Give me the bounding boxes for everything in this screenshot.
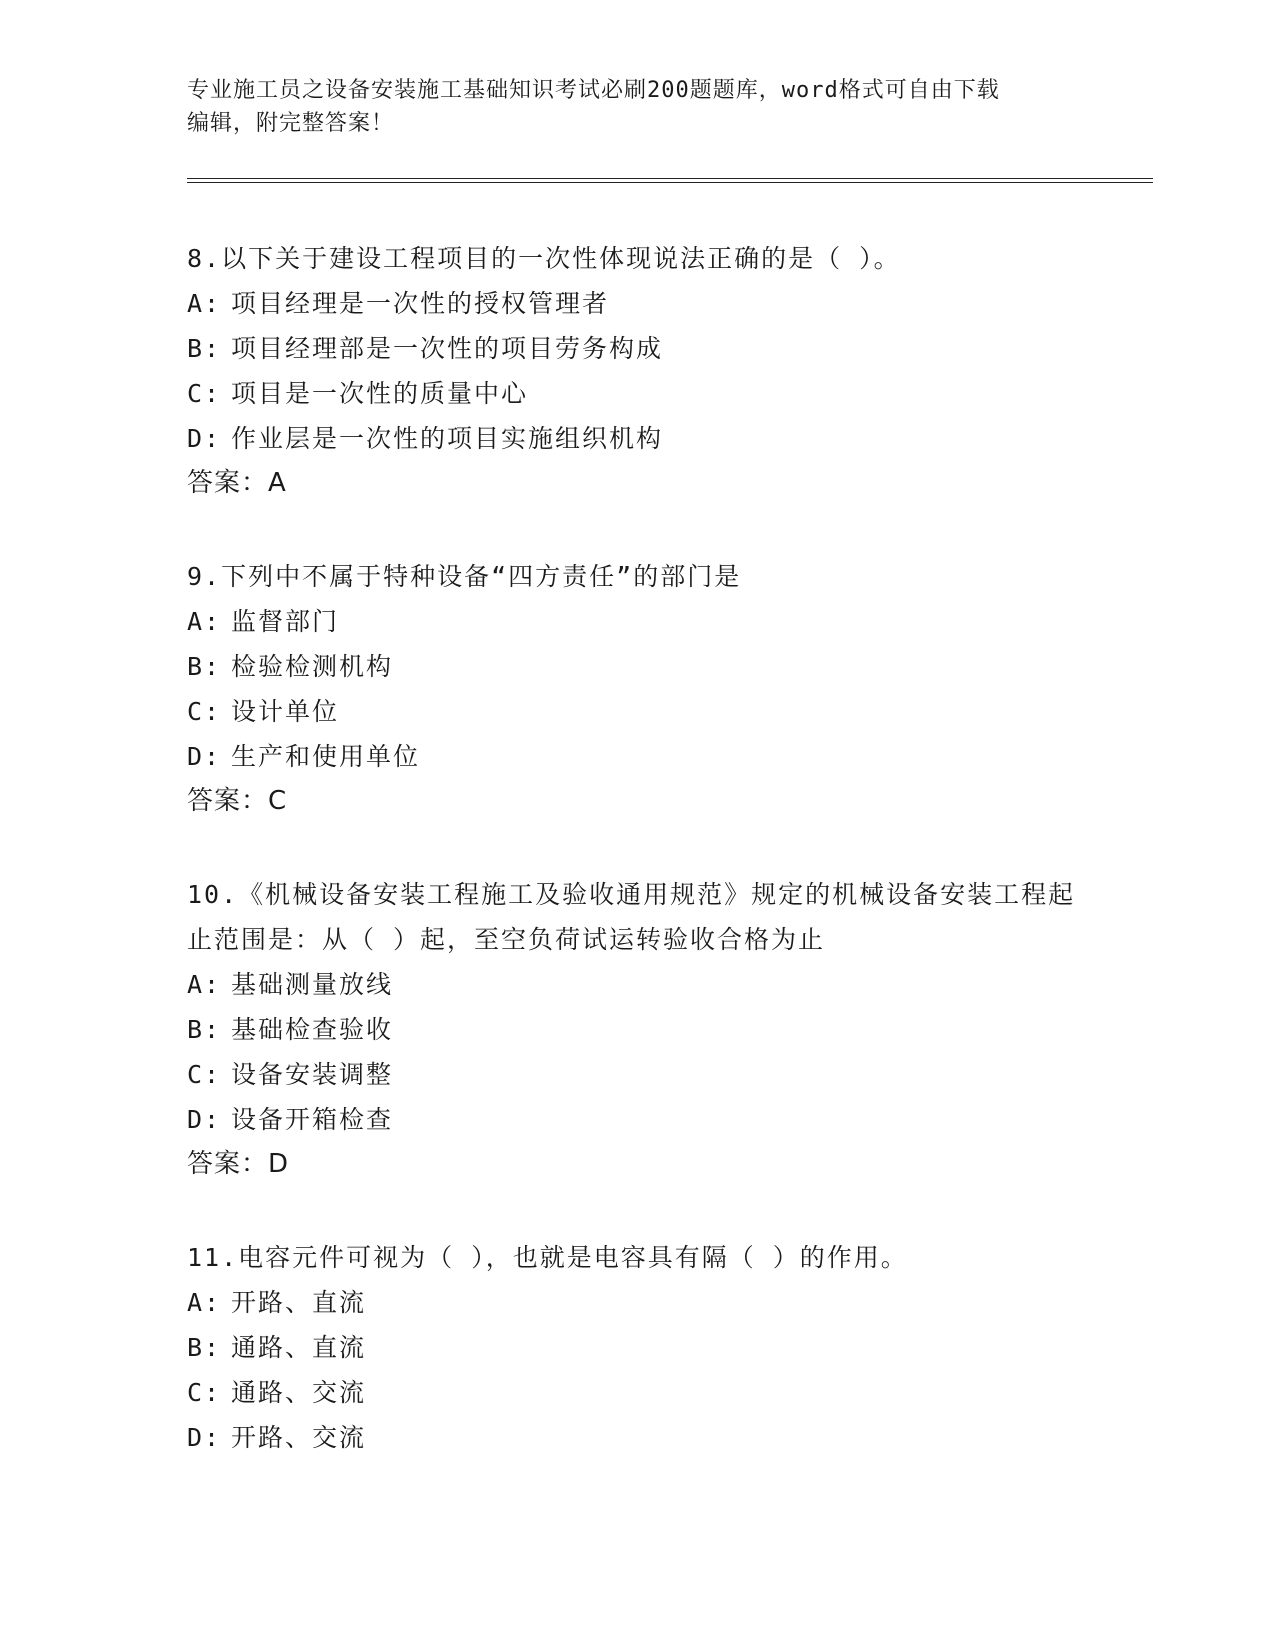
option-letter: D: [187, 742, 222, 771]
question-option [187, 281, 1087, 326]
header-line-2: 编辑，附完整答案！ [187, 111, 395, 136]
option-letter: D: [187, 424, 222, 453]
question-item [187, 554, 1087, 824]
question-option [187, 1325, 1087, 1370]
question-answer: 答案：D [187, 1149, 290, 1179]
question-option [187, 644, 1087, 689]
option-text: 作业层是一次性的项目实施组织机构 [231, 424, 664, 453]
question-option [187, 1097, 1087, 1142]
option-letter: B: [187, 652, 222, 681]
question-option [187, 1415, 1087, 1460]
option-letter: B: [187, 334, 222, 363]
question-option [187, 371, 1087, 416]
option-letter: B: [187, 1333, 222, 1362]
option-text: 生产和使用单位 [231, 742, 421, 771]
header-divider [187, 178, 1153, 183]
option-letter: A: [187, 607, 222, 636]
option-letter: A: [187, 1288, 222, 1317]
option-letter: D: [187, 1105, 222, 1134]
question-stem: 10.《机械设备安装工程施工及验收通用规范》规定的机械设备安装工程起止范围是：从（ ）起，至空负荷试运转验收合格为止 [187, 880, 1076, 954]
option-text: 基础测量放线 [231, 970, 394, 999]
option-text: 监督部门 [231, 607, 340, 636]
option-text: 基础检查验收 [231, 1015, 394, 1044]
option-letter: C: [187, 1060, 222, 1089]
option-text: 项目经理是一次性的授权管理者 [231, 289, 610, 318]
option-letter: C: [187, 379, 222, 408]
option-text: 项目是一次性的质量中心 [231, 379, 529, 408]
option-text: 开路、交流 [231, 1423, 367, 1452]
option-letter: B: [187, 1015, 222, 1044]
option-text: 检验检测机构 [231, 652, 394, 681]
option-text: 设备开箱检查 [231, 1105, 394, 1134]
question-option [187, 962, 1087, 1007]
question-stem: 8.以下关于建设工程项目的一次性体现说法正确的是（ ）。 [187, 244, 901, 273]
question-answer: 答案：C [187, 786, 288, 816]
question-item [187, 236, 1087, 506]
document-header [187, 74, 1067, 140]
question-option [187, 1052, 1087, 1097]
option-text: 项目经理部是一次性的项目劳务构成 [231, 334, 664, 363]
question-stem: 11.电容元件可视为（ ），也就是电容具有隔（ ）的作用。 [187, 1243, 908, 1272]
header-line-1: 专业施工员之设备安装施工基础知识考试必刷200题题库，word格式可自由下载 [187, 78, 1000, 103]
option-text: 设备安装调整 [231, 1060, 394, 1089]
question-item [187, 872, 1087, 1187]
question-list [187, 236, 1087, 1508]
option-letter: A: [187, 970, 222, 999]
question-option [187, 326, 1087, 371]
question-option [187, 734, 1087, 779]
question-item [187, 1235, 1087, 1460]
question-option [187, 689, 1087, 734]
option-letter: A: [187, 289, 222, 318]
question-answer: 答案：A [187, 468, 287, 498]
question-option [187, 1370, 1087, 1415]
question-option [187, 416, 1087, 461]
option-text: 开路、直流 [231, 1288, 367, 1317]
option-text: 通路、直流 [231, 1333, 367, 1362]
option-text: 通路、交流 [231, 1378, 367, 1407]
question-option [187, 1280, 1087, 1325]
option-letter: C: [187, 697, 222, 726]
question-stem: 9.下列中不属于特种设备“四方责任”的部门是 [187, 562, 742, 591]
option-letter: C: [187, 1378, 222, 1407]
option-text: 设计单位 [231, 697, 340, 726]
question-option [187, 599, 1087, 644]
question-option [187, 1007, 1087, 1052]
option-letter: D: [187, 1423, 222, 1452]
